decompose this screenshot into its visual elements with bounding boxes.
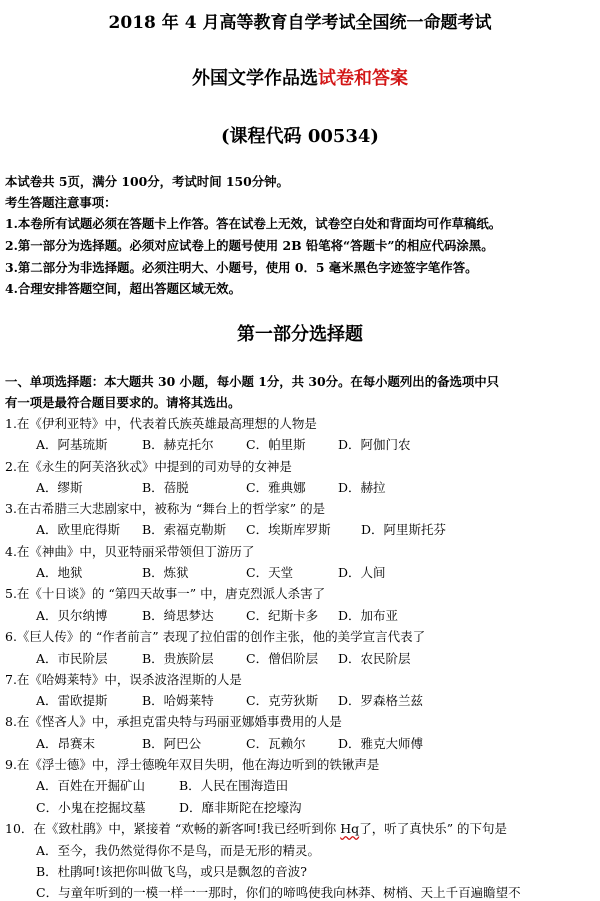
question-options — [36, 691, 423, 709]
exam-title: 2018 年 4 月高等教育自学考试全国统一命题考试 — [108, 13, 492, 33]
question-stem — [5, 819, 507, 837]
option-c: C．埃斯库罗斯 — [246, 522, 331, 537]
course-code: (课程代码 00534) — [221, 126, 379, 147]
question-options — [36, 776, 288, 794]
q10-stem-hq: Hq — [340, 821, 360, 836]
exam-info: 本试卷共 5页，满分 100分，考试时间 150分钟。 — [5, 174, 289, 189]
note-item: 1.本卷所有试题必须在答题卡上作答。答在试卷上无效，试卷空白处和背面均可作草稿纸。 — [5, 216, 502, 231]
question-stem: 1.在《伊利亚特》中，代表着氏族英雄最高理想的人物是 — [5, 416, 317, 431]
option-a: A．百姓在开掘矿山 — [36, 778, 146, 793]
question-options — [36, 435, 411, 453]
option-b: B．赫克托尔 — [142, 437, 214, 452]
option-a: A．雷欧提斯 — [36, 693, 108, 708]
notes-title: 考生答题注意事项： — [5, 195, 117, 210]
option-b: B．绮思梦达 — [142, 608, 214, 623]
option-b: B．贵族阶层 — [142, 651, 214, 666]
option-c: C．雅典娜 — [246, 480, 306, 495]
question-options — [36, 649, 411, 667]
note-item: 2.第一部分为选择题。必须对应试卷上的题号使用 2B 铅笔将“答题卡”的相应代码涂黑。 — [5, 238, 494, 253]
option-c: C．僧侣阶层 — [246, 651, 319, 666]
question-options — [36, 798, 302, 816]
instruction-line: 有一项是最符合题目要求的。请将其选出。 — [5, 395, 241, 410]
question-options — [36, 478, 386, 496]
option-c: C．小鬼在挖掘坟墓 — [36, 800, 146, 815]
paper-title-subject: 外国文学作品选 — [192, 68, 318, 89]
option-d: D．阿伽门农 — [338, 437, 411, 452]
option-a: A．至今，我仍然觉得你不是鸟，而是无形的精灵。 — [36, 843, 321, 858]
option-b: B．炼狱 — [142, 565, 189, 580]
option-c: C．纪斯卡多 — [246, 608, 319, 623]
q10-stem-start: 10．在《致杜鹃》中，紧接着 “欢畅的新客呵!我已经听到你 — [5, 821, 341, 836]
option-d: D．靡非斯陀在挖壕沟 — [179, 800, 302, 815]
paper-title-highlight: 试卷和答案 — [318, 68, 408, 89]
option-b: B．哈姆莱特 — [142, 693, 214, 708]
option-c: C．克劳狄斯 — [246, 693, 319, 708]
option-c: C．帕里斯 — [246, 437, 306, 452]
option-a: A．贝尔纳博 — [36, 608, 108, 623]
option-a: A．地狱 — [36, 565, 83, 580]
option-a: A．欧里庇得斯 — [36, 522, 121, 537]
option-b: B．阿巴公 — [142, 736, 202, 751]
question-options — [36, 606, 398, 624]
question-options — [36, 520, 446, 538]
question-stem: 5.在《十日谈》的 “第四天故事一” 中，唐克烈派人杀害了 — [5, 586, 326, 601]
option-d: D．雅克大师傅 — [338, 736, 424, 751]
question-stem: 4.在《神曲》中，贝亚特丽采带领但丁游历了 — [5, 544, 255, 559]
question-options — [36, 563, 386, 581]
option-d: D．罗森格兰兹 — [338, 693, 424, 708]
question-stem: 3.在古希腊三大悲剧家中，被称为 “舞台上的哲学家” 的是 — [5, 501, 326, 516]
option-a: A．阿基琉斯 — [36, 437, 108, 452]
instruction-line: 一、单项选择题：本大题共 30 小题，每小题 1分，共 30分。在每小题列出的备选项中只 — [5, 374, 500, 389]
question-stem: 6.《巨人传》的 “作者前言” 表现了拉伯雷的创作主张，他的美学宣言代表了 — [5, 629, 426, 644]
option-d: D．农民阶层 — [338, 651, 411, 666]
option-c: C．天堂 — [246, 565, 294, 580]
option-d: D．阿里斯托芬 — [361, 522, 447, 537]
q10-stem-end: 了，听了真快乐” 的下句是 — [359, 821, 508, 836]
question-options — [36, 734, 423, 752]
option-c: C．瓦赖尔 — [246, 736, 306, 751]
option-d: D．加布亚 — [338, 608, 399, 623]
option-c: C．与童年听到的一模一样一一那时，你们的啼鸣使我向林莽、树梢、天上千百遍瞻望不 — [36, 885, 521, 900]
option-a: A．昂赛末 — [36, 736, 96, 751]
option-d: D．赫拉 — [338, 480, 386, 495]
note-item: 4.合理安排答题空间，超出答题区域无效。 — [5, 281, 241, 296]
option-b: B．杜鹃呵!该把你叫做飞鸟，或只是飘忽的音波? — [36, 864, 307, 879]
option-b: B．人民在围海造田 — [179, 778, 289, 793]
question-stem: 9.在《浮士德》中，浮士德晚年双目失明，他在海边听到的铁锹声是 — [5, 757, 380, 772]
option-b: B．蓓脱 — [142, 480, 189, 495]
question-stem: 8.在《悭吝人》中，承担克雷央特与玛丽亚娜婚事费用的人是 — [5, 714, 342, 729]
paper-title — [0, 64, 600, 90]
question-stem: 2.在《永生的阿芙洛狄忒》中提到的司劝导的女神是 — [5, 459, 292, 474]
question-stem: 7.在《哈姆莱特》中，误杀波洛涅斯的人是 — [5, 672, 242, 687]
note-item: 3.第二部分为非选择题。必须注明大、小题号，使用 0．5 毫米黑色字迹签字笔作答。 — [5, 260, 478, 275]
option-a: A．市民阶层 — [36, 651, 108, 666]
option-d: D．人间 — [338, 565, 386, 580]
section-title: 第一部分选择题 — [237, 324, 363, 345]
option-b: B．索福克勒斯 — [142, 522, 227, 537]
option-a: A．缪斯 — [36, 480, 83, 495]
